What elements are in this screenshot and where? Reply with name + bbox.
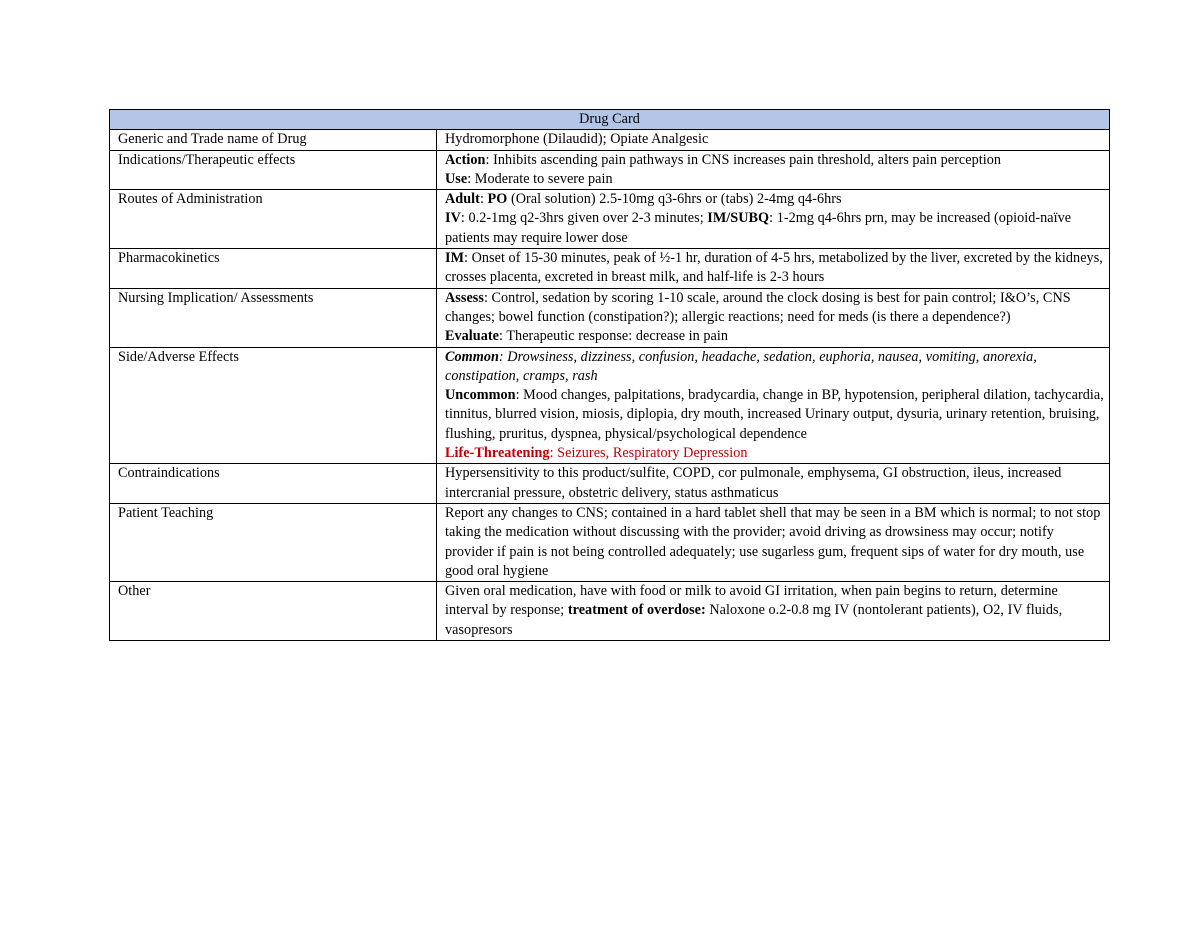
common-text: : Drowsiness, dizziness, confusion, headache, sedation, euphoria, nausea, vomiting, anorexia, constipation, cramps, rash	[445, 348, 1037, 384]
table-row	[110, 503, 1110, 581]
iv-line	[445, 209, 1105, 248]
other-text-before: Given oral medication, have with food or milk to avoid GI irritation, when pain begins to return, determine interval by response;	[445, 583, 1058, 619]
row-value-generic-trade: Hydromorphone (Dilaudid); Opiate Analgesic	[437, 130, 1110, 150]
row-label-pharmacokinetics: Pharmacokinetics	[110, 249, 437, 289]
row-value-other	[437, 582, 1110, 641]
table-row	[110, 464, 1110, 504]
use-label: Use	[445, 170, 468, 187]
row-label-contraindications: Contraindications	[110, 464, 437, 504]
life-threatening-text: : Seizures, Respiratory Depression	[549, 445, 748, 462]
action-line	[445, 151, 1105, 170]
row-label-routes: Routes of Administration	[110, 190, 437, 249]
table-row	[110, 288, 1110, 347]
drug-card-table	[109, 109, 1110, 641]
use-line	[445, 170, 1105, 189]
po-label: PO	[487, 191, 508, 208]
evaluate-line	[445, 327, 1105, 346]
other-text-after: Naloxone o.2-0.8 mg IV (nontolerant patients), O2, IV fluids, vasopresors	[445, 602, 1063, 638]
overdose-label: treatment of overdose:	[567, 602, 706, 619]
iv-text: : 0.2-1mg q2-3hrs given over 2-3 minutes;	[460, 210, 708, 227]
common-line	[445, 348, 1105, 387]
evaluate-text: : Therapeutic response: decrease in pain	[499, 328, 729, 345]
table-row	[110, 130, 1110, 150]
im-subq-text: : 1-2mg q4-6hrs prn, may be increased (opioid-naïve patients may require lower dose	[445, 210, 1072, 246]
adult-label: Adult	[445, 191, 480, 208]
uncommon-line	[445, 386, 1105, 444]
pk-im-text: : Onset of 15-30 minutes, peak of ½-1 hr, duration of 4-5 hrs, metabolized by the liver, excreted by the kidneys, crosses placenta, excreted in breast milk, and half-life is 2-3 hours	[445, 250, 1103, 286]
table-row	[110, 347, 1110, 464]
uncommon-label: Uncommon	[445, 387, 516, 404]
iv-label: IV	[445, 210, 461, 227]
assess-label: Assess	[445, 289, 484, 306]
title-row	[110, 110, 1110, 130]
row-value-pharmacokinetics	[437, 249, 1110, 289]
po-text: (Oral solution) 2.5-10mg q3-6hrs or (tabs) 2-4mg q4-6hrs	[507, 191, 842, 208]
evaluate-label: Evaluate	[445, 328, 499, 345]
adult-sep: :	[479, 191, 488, 208]
life-threatening-line	[445, 444, 1105, 463]
action-text: : Inhibits ascending pain pathways in CNS increases pain threshold, alters pain perception	[485, 151, 1002, 168]
table-row	[110, 150, 1110, 190]
adult-line	[445, 190, 1105, 209]
row-label-patient-teaching: Patient Teaching	[110, 503, 437, 581]
row-label-nursing: Nursing Implication/ Assessments	[110, 288, 437, 347]
common-label: Common	[445, 348, 499, 365]
uncommon-text: : Mood changes, palpitations, bradycardia, change in BP, hypotension, peripheral dilation, tachycardia, tinnitus, blurred vision, miosis, diplopia, dry mouth, increased Urinary output, dysuria, urinary retention, bruising, flushing, pruritus, dyspnea, physical/psychological dependence	[445, 387, 1104, 442]
row-value-side-effects	[437, 347, 1110, 464]
pk-im-label: IM	[445, 250, 465, 267]
row-value-patient-teaching: Report any changes to CNS; contained in a hard tablet shell that may be seen in a BM which is normal; to not stop taking the medication without discussing with the provider; avoid driving as drowsiness may occur; notify provider if pain is not being controlled adequately; use sugarless gum, frequent sips of water for dry mouth, use good oral hygiene	[437, 503, 1110, 581]
row-value-indications	[437, 150, 1110, 190]
drug-card-title: Drug Card	[110, 110, 1110, 130]
table-row	[110, 190, 1110, 249]
row-label-indications: Indications/Therapeutic effects	[110, 150, 437, 190]
row-label-other: Other	[110, 582, 437, 641]
use-text: : Moderate to severe pain	[467, 170, 613, 187]
assess-line	[445, 289, 1105, 328]
row-value-nursing	[437, 288, 1110, 347]
row-label-side-effects: Side/Adverse Effects	[110, 347, 437, 464]
row-value-contraindications: Hypersensitivity to this product/sulfite, COPD, cor pulmonale, emphysema, GI obstruction, ileus, increased intercranial pressure, obstetric delivery, status asthmaticus	[437, 464, 1110, 504]
table-row	[110, 582, 1110, 641]
row-label-generic-trade: Generic and Trade name of Drug	[110, 130, 437, 150]
im-subq-label: IM/SUBQ	[707, 210, 770, 227]
life-threatening-label: Life-Threatening	[445, 445, 550, 462]
table-row	[110, 249, 1110, 289]
assess-text: : Control, sedation by scoring 1-10 scale, around the clock dosing is best for pain control; I&O’s, CNS changes; bowel function (constipation?); allergic reactions; need for meds (is there a dependence?)	[445, 289, 1071, 325]
action-label: Action	[445, 151, 486, 168]
row-value-routes	[437, 190, 1110, 249]
